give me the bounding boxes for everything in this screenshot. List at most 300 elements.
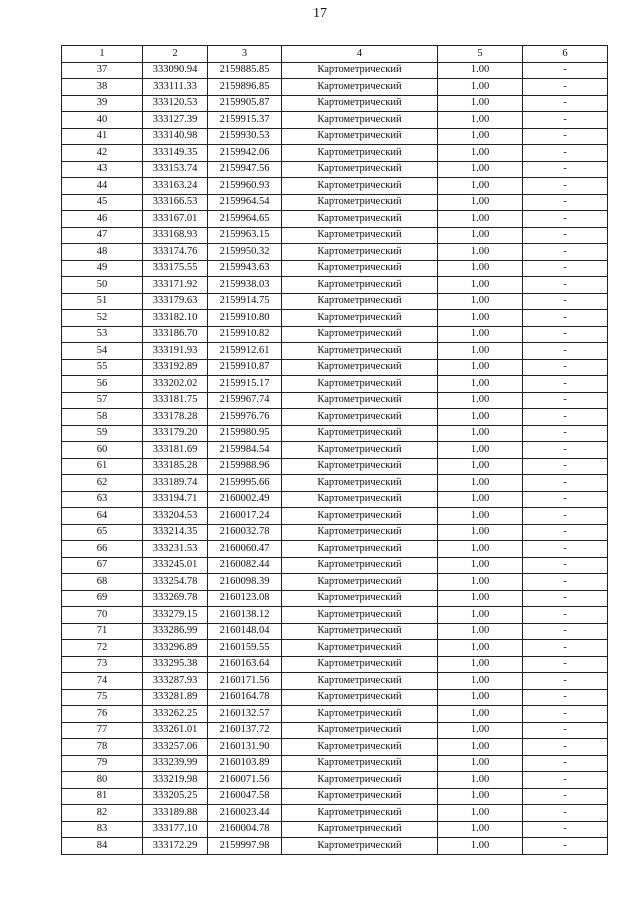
accuracy-cell: 1.00 — [438, 277, 523, 294]
method-cell: Картометрический — [282, 227, 438, 244]
note-cell: - — [523, 293, 608, 310]
x-coordinate-cell: 333185.28 — [143, 458, 208, 475]
table-row — [62, 673, 608, 690]
method-cell: Картометрический — [282, 260, 438, 277]
note-cell: - — [523, 343, 608, 360]
note-cell: - — [523, 211, 608, 228]
method-cell: Картометрический — [282, 79, 438, 96]
x-coordinate-cell: 333140.98 — [143, 128, 208, 145]
method-cell: Картометрический — [282, 590, 438, 607]
x-coordinate-cell: 333202.02 — [143, 376, 208, 393]
y-coordinate-cell: 2159950.32 — [208, 244, 282, 261]
table-row — [62, 508, 608, 525]
accuracy-cell: 1.00 — [438, 805, 523, 822]
accuracy-cell: 1.00 — [438, 838, 523, 855]
method-cell: Картометрический — [282, 656, 438, 673]
point-number-cell: 42 — [62, 145, 143, 162]
accuracy-cell: 1.00 — [438, 178, 523, 195]
table-row — [62, 541, 608, 558]
note-cell: - — [523, 79, 608, 96]
y-coordinate-cell: 2160002.49 — [208, 491, 282, 508]
point-number-cell: 81 — [62, 788, 143, 805]
accuracy-cell: 1.00 — [438, 821, 523, 838]
table-row — [62, 755, 608, 772]
note-cell: - — [523, 227, 608, 244]
method-cell: Картометрический — [282, 293, 438, 310]
accuracy-cell: 1.00 — [438, 343, 523, 360]
accuracy-cell: 1.00 — [438, 227, 523, 244]
point-number-cell: 74 — [62, 673, 143, 690]
note-cell: - — [523, 145, 608, 162]
note-cell: - — [523, 260, 608, 277]
method-cell: Картометрический — [282, 706, 438, 723]
table-row — [62, 277, 608, 294]
table-row — [62, 112, 608, 129]
x-coordinate-cell: 333257.06 — [143, 739, 208, 756]
y-coordinate-cell: 2160023.44 — [208, 805, 282, 822]
method-cell: Картометрический — [282, 475, 438, 492]
table-row — [62, 128, 608, 145]
point-number-cell: 54 — [62, 343, 143, 360]
point-number-cell: 46 — [62, 211, 143, 228]
x-coordinate-cell: 333168.93 — [143, 227, 208, 244]
method-cell: Картометрический — [282, 425, 438, 442]
point-number-cell: 52 — [62, 310, 143, 327]
point-number-cell: 72 — [62, 640, 143, 657]
table-row — [62, 838, 608, 855]
method-cell: Картометрический — [282, 788, 438, 805]
x-coordinate-cell: 333181.69 — [143, 442, 208, 459]
column-header: 4 — [282, 46, 438, 63]
method-cell: Картометрический — [282, 442, 438, 459]
accuracy-cell: 1.00 — [438, 739, 523, 756]
accuracy-cell: 1.00 — [438, 673, 523, 690]
table-body — [62, 62, 608, 854]
table-row — [62, 425, 608, 442]
x-coordinate-cell: 333296.89 — [143, 640, 208, 657]
accuracy-cell: 1.00 — [438, 145, 523, 162]
y-coordinate-cell: 2159995.66 — [208, 475, 282, 492]
column-header: 2 — [143, 46, 208, 63]
accuracy-cell: 1.00 — [438, 524, 523, 541]
page-number: 17 — [313, 6, 327, 21]
point-number-cell: 47 — [62, 227, 143, 244]
note-cell: - — [523, 326, 608, 343]
accuracy-cell: 1.00 — [438, 326, 523, 343]
note-cell: - — [523, 557, 608, 574]
note-cell: - — [523, 409, 608, 426]
accuracy-cell: 1.00 — [438, 590, 523, 607]
table-header-row — [62, 46, 608, 63]
note-cell: - — [523, 788, 608, 805]
x-coordinate-cell: 333204.53 — [143, 508, 208, 525]
table-row — [62, 244, 608, 261]
point-number-cell: 70 — [62, 607, 143, 624]
table-row — [62, 689, 608, 706]
table-row — [62, 79, 608, 96]
note-cell: - — [523, 128, 608, 145]
accuracy-cell: 1.00 — [438, 458, 523, 475]
method-cell: Картометрический — [282, 673, 438, 690]
x-coordinate-cell: 333181.75 — [143, 392, 208, 409]
method-cell: Картометрический — [282, 755, 438, 772]
method-cell: Картометрический — [282, 722, 438, 739]
y-coordinate-cell: 2159938.03 — [208, 277, 282, 294]
point-number-cell: 84 — [62, 838, 143, 855]
column-header: 6 — [523, 46, 608, 63]
x-coordinate-cell: 333191.93 — [143, 343, 208, 360]
y-coordinate-cell: 2159947.56 — [208, 161, 282, 178]
note-cell: - — [523, 310, 608, 327]
table-row — [62, 95, 608, 112]
x-coordinate-cell: 333287.93 — [143, 673, 208, 690]
point-number-cell: 48 — [62, 244, 143, 261]
point-number-cell: 78 — [62, 739, 143, 756]
point-number-cell: 66 — [62, 541, 143, 558]
point-number-cell: 63 — [62, 491, 143, 508]
method-cell: Картометрический — [282, 541, 438, 558]
accuracy-cell: 1.00 — [438, 128, 523, 145]
method-cell: Картометрический — [282, 211, 438, 228]
y-coordinate-cell: 2159885.85 — [208, 62, 282, 79]
method-cell: Картометрический — [282, 739, 438, 756]
point-number-cell: 83 — [62, 821, 143, 838]
x-coordinate-cell: 333189.74 — [143, 475, 208, 492]
point-number-cell: 38 — [62, 79, 143, 96]
accuracy-cell: 1.00 — [438, 772, 523, 789]
note-cell: - — [523, 194, 608, 211]
point-number-cell: 79 — [62, 755, 143, 772]
x-coordinate-cell: 333179.20 — [143, 425, 208, 442]
method-cell: Картометрический — [282, 145, 438, 162]
point-number-cell: 76 — [62, 706, 143, 723]
y-coordinate-cell: 2159963.15 — [208, 227, 282, 244]
y-coordinate-cell: 2160137.72 — [208, 722, 282, 739]
note-cell: - — [523, 640, 608, 657]
x-coordinate-cell: 333149.35 — [143, 145, 208, 162]
y-coordinate-cell: 2160163.64 — [208, 656, 282, 673]
note-cell: - — [523, 112, 608, 129]
accuracy-cell: 1.00 — [438, 656, 523, 673]
accuracy-cell: 1.00 — [438, 442, 523, 459]
y-coordinate-cell: 2159988.96 — [208, 458, 282, 475]
method-cell: Картометрический — [282, 821, 438, 838]
x-coordinate-cell: 333111.33 — [143, 79, 208, 96]
accuracy-cell: 1.00 — [438, 392, 523, 409]
table-row — [62, 211, 608, 228]
point-number-cell: 60 — [62, 442, 143, 459]
y-coordinate-cell: 2159910.82 — [208, 326, 282, 343]
method-cell: Картометрический — [282, 491, 438, 508]
point-number-cell: 69 — [62, 590, 143, 607]
accuracy-cell: 1.00 — [438, 79, 523, 96]
y-coordinate-cell: 2160004.78 — [208, 821, 282, 838]
table-row — [62, 821, 608, 838]
note-cell: - — [523, 475, 608, 492]
accuracy-cell: 1.00 — [438, 95, 523, 112]
x-coordinate-cell: 333219.98 — [143, 772, 208, 789]
table-row — [62, 805, 608, 822]
y-coordinate-cell: 2160159.55 — [208, 640, 282, 657]
y-coordinate-cell: 2159976.76 — [208, 409, 282, 426]
table-row — [62, 706, 608, 723]
table-row — [62, 788, 608, 805]
y-coordinate-cell: 2159943.63 — [208, 260, 282, 277]
x-coordinate-cell: 333194.71 — [143, 491, 208, 508]
table-row — [62, 442, 608, 459]
note-cell: - — [523, 656, 608, 673]
x-coordinate-cell: 333295.38 — [143, 656, 208, 673]
method-cell: Картометрический — [282, 574, 438, 591]
column-header: 3 — [208, 46, 282, 63]
table-row — [62, 310, 608, 327]
method-cell: Картометрический — [282, 623, 438, 640]
table-row — [62, 458, 608, 475]
table-row — [62, 376, 608, 393]
accuracy-cell: 1.00 — [438, 409, 523, 426]
x-coordinate-cell: 333120.53 — [143, 95, 208, 112]
point-number-cell: 51 — [62, 293, 143, 310]
table-row — [62, 145, 608, 162]
table-row — [62, 772, 608, 789]
note-cell: - — [523, 755, 608, 772]
note-cell: - — [523, 244, 608, 261]
accuracy-cell: 1.00 — [438, 788, 523, 805]
accuracy-cell: 1.00 — [438, 640, 523, 657]
accuracy-cell: 1.00 — [438, 706, 523, 723]
table-row — [62, 524, 608, 541]
table-row — [62, 359, 608, 376]
note-cell: - — [523, 161, 608, 178]
column-header: 5 — [438, 46, 523, 63]
y-coordinate-cell: 2159914.75 — [208, 293, 282, 310]
note-cell: - — [523, 62, 608, 79]
accuracy-cell: 1.00 — [438, 376, 523, 393]
y-coordinate-cell: 2160164.78 — [208, 689, 282, 706]
note-cell: - — [523, 376, 608, 393]
table-row — [62, 62, 608, 79]
x-coordinate-cell: 333179.63 — [143, 293, 208, 310]
accuracy-cell: 1.00 — [438, 557, 523, 574]
note-cell: - — [523, 739, 608, 756]
y-coordinate-cell: 2160103.89 — [208, 755, 282, 772]
method-cell: Картометрический — [282, 112, 438, 129]
table-row — [62, 656, 608, 673]
note-cell: - — [523, 392, 608, 409]
table-row — [62, 178, 608, 195]
accuracy-cell: 1.00 — [438, 607, 523, 624]
table-row — [62, 491, 608, 508]
method-cell: Картометрический — [282, 343, 438, 360]
table-row — [62, 343, 608, 360]
y-coordinate-cell: 2159984.54 — [208, 442, 282, 459]
y-coordinate-cell: 2159942.06 — [208, 145, 282, 162]
method-cell: Картометрический — [282, 772, 438, 789]
point-number-cell: 65 — [62, 524, 143, 541]
y-coordinate-cell: 2159915.17 — [208, 376, 282, 393]
note-cell: - — [523, 95, 608, 112]
point-number-cell: 68 — [62, 574, 143, 591]
table-row — [62, 227, 608, 244]
note-cell: - — [523, 805, 608, 822]
accuracy-cell: 1.00 — [438, 755, 523, 772]
accuracy-cell: 1.00 — [438, 541, 523, 558]
note-cell: - — [523, 689, 608, 706]
x-coordinate-cell: 333189.88 — [143, 805, 208, 822]
x-coordinate-cell: 333174.76 — [143, 244, 208, 261]
point-number-cell: 62 — [62, 475, 143, 492]
accuracy-cell: 1.00 — [438, 112, 523, 129]
point-number-cell: 40 — [62, 112, 143, 129]
note-cell: - — [523, 706, 608, 723]
x-coordinate-cell: 333269.78 — [143, 590, 208, 607]
accuracy-cell: 1.00 — [438, 244, 523, 261]
point-number-cell: 55 — [62, 359, 143, 376]
accuracy-cell: 1.00 — [438, 211, 523, 228]
table-row — [62, 161, 608, 178]
note-cell: - — [523, 442, 608, 459]
point-number-cell: 49 — [62, 260, 143, 277]
note-cell: - — [523, 178, 608, 195]
accuracy-cell: 1.00 — [438, 359, 523, 376]
x-coordinate-cell: 333171.92 — [143, 277, 208, 294]
point-number-cell: 59 — [62, 425, 143, 442]
method-cell: Картометрический — [282, 359, 438, 376]
point-number-cell: 37 — [62, 62, 143, 79]
table-row — [62, 640, 608, 657]
y-coordinate-cell: 2160132.57 — [208, 706, 282, 723]
method-cell: Картометрический — [282, 805, 438, 822]
x-coordinate-cell: 333279.15 — [143, 607, 208, 624]
note-cell: - — [523, 772, 608, 789]
note-cell: - — [523, 623, 608, 640]
y-coordinate-cell: 2159910.80 — [208, 310, 282, 327]
note-cell: - — [523, 524, 608, 541]
x-coordinate-cell: 333214.35 — [143, 524, 208, 541]
method-cell: Картометрический — [282, 376, 438, 393]
x-coordinate-cell: 333172.29 — [143, 838, 208, 855]
accuracy-cell: 1.00 — [438, 161, 523, 178]
column-header: 1 — [62, 46, 143, 63]
y-coordinate-cell: 2159910.87 — [208, 359, 282, 376]
table-row — [62, 475, 608, 492]
table-row — [62, 409, 608, 426]
method-cell: Картометрический — [282, 838, 438, 855]
table-row — [62, 392, 608, 409]
accuracy-cell: 1.00 — [438, 722, 523, 739]
table-row — [62, 260, 608, 277]
y-coordinate-cell: 2159960.93 — [208, 178, 282, 195]
x-coordinate-cell: 333261.01 — [143, 722, 208, 739]
method-cell: Картометрический — [282, 128, 438, 145]
table-row — [62, 557, 608, 574]
accuracy-cell: 1.00 — [438, 293, 523, 310]
table-row — [62, 739, 608, 756]
table-row — [62, 293, 608, 310]
y-coordinate-cell: 2159964.54 — [208, 194, 282, 211]
point-number-cell: 73 — [62, 656, 143, 673]
accuracy-cell: 1.00 — [438, 491, 523, 508]
x-coordinate-cell: 333186.70 — [143, 326, 208, 343]
y-coordinate-cell: 2160017.24 — [208, 508, 282, 525]
note-cell: - — [523, 821, 608, 838]
method-cell: Картометрический — [282, 178, 438, 195]
note-cell: - — [523, 425, 608, 442]
point-number-cell: 43 — [62, 161, 143, 178]
table-row — [62, 590, 608, 607]
method-cell: Картометрический — [282, 310, 438, 327]
accuracy-cell: 1.00 — [438, 425, 523, 442]
y-coordinate-cell: 2159896.85 — [208, 79, 282, 96]
x-coordinate-cell: 333163.24 — [143, 178, 208, 195]
method-cell: Картометрический — [282, 557, 438, 574]
method-cell: Картометрический — [282, 95, 438, 112]
y-coordinate-cell: 2159915.37 — [208, 112, 282, 129]
accuracy-cell: 1.00 — [438, 260, 523, 277]
y-coordinate-cell: 2159997.98 — [208, 838, 282, 855]
y-coordinate-cell: 2160098.39 — [208, 574, 282, 591]
accuracy-cell: 1.00 — [438, 508, 523, 525]
method-cell: Картометрический — [282, 409, 438, 426]
method-cell: Картометрический — [282, 244, 438, 261]
note-cell: - — [523, 277, 608, 294]
point-number-cell: 53 — [62, 326, 143, 343]
x-coordinate-cell: 333286.99 — [143, 623, 208, 640]
coordinates-table — [61, 45, 608, 855]
accuracy-cell: 1.00 — [438, 574, 523, 591]
x-coordinate-cell: 333182.10 — [143, 310, 208, 327]
x-coordinate-cell: 333245.01 — [143, 557, 208, 574]
method-cell: Картометрический — [282, 62, 438, 79]
point-number-cell: 44 — [62, 178, 143, 195]
accuracy-cell: 1.00 — [438, 310, 523, 327]
point-number-cell: 71 — [62, 623, 143, 640]
point-number-cell: 41 — [62, 128, 143, 145]
x-coordinate-cell: 333153.74 — [143, 161, 208, 178]
point-number-cell: 45 — [62, 194, 143, 211]
y-coordinate-cell: 2160032.78 — [208, 524, 282, 541]
x-coordinate-cell: 333178.28 — [143, 409, 208, 426]
method-cell: Картометрический — [282, 392, 438, 409]
method-cell: Картометрический — [282, 689, 438, 706]
accuracy-cell: 1.00 — [438, 689, 523, 706]
x-coordinate-cell: 333167.01 — [143, 211, 208, 228]
accuracy-cell: 1.00 — [438, 623, 523, 640]
y-coordinate-cell: 2160148.04 — [208, 623, 282, 640]
x-coordinate-cell: 333175.55 — [143, 260, 208, 277]
y-coordinate-cell: 2159930.53 — [208, 128, 282, 145]
method-cell: Картометрический — [282, 326, 438, 343]
y-coordinate-cell: 2159980.95 — [208, 425, 282, 442]
y-coordinate-cell: 2160047.58 — [208, 788, 282, 805]
x-coordinate-cell: 333127.39 — [143, 112, 208, 129]
table-row — [62, 722, 608, 739]
y-coordinate-cell: 2160123.08 — [208, 590, 282, 607]
x-coordinate-cell: 333177.10 — [143, 821, 208, 838]
y-coordinate-cell: 2160131.90 — [208, 739, 282, 756]
point-number-cell: 57 — [62, 392, 143, 409]
y-coordinate-cell: 2160138.12 — [208, 607, 282, 624]
point-number-cell: 67 — [62, 557, 143, 574]
accuracy-cell: 1.00 — [438, 62, 523, 79]
note-cell: - — [523, 607, 608, 624]
note-cell: - — [523, 359, 608, 376]
x-coordinate-cell: 333166.53 — [143, 194, 208, 211]
table-row — [62, 623, 608, 640]
method-cell: Картометрический — [282, 458, 438, 475]
method-cell: Картометрический — [282, 524, 438, 541]
x-coordinate-cell: 333192.89 — [143, 359, 208, 376]
